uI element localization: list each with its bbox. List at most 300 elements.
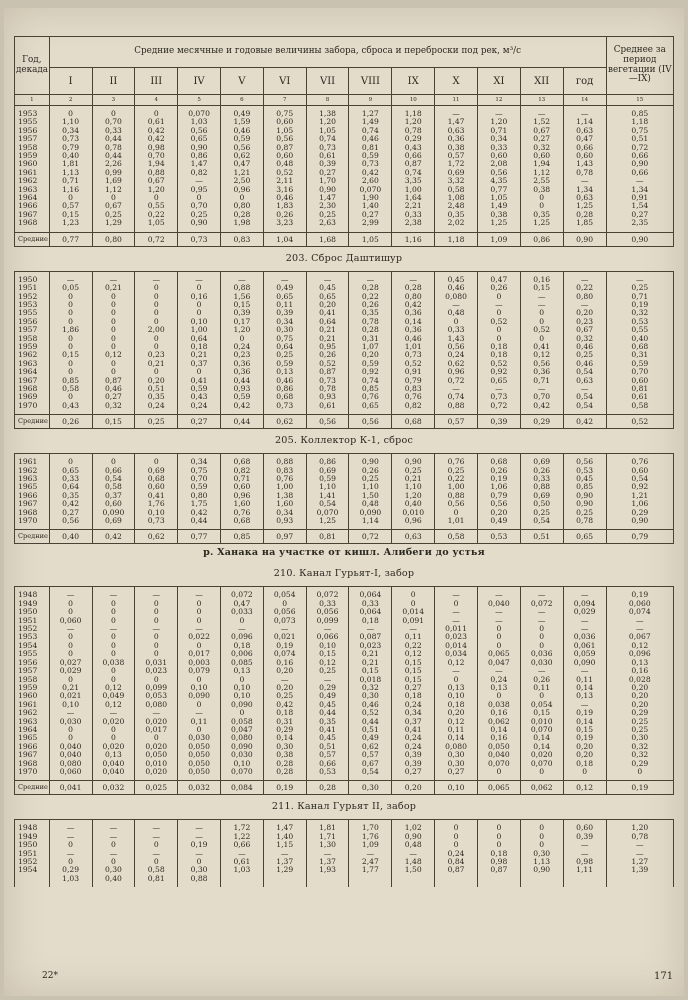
table-row [15,726,674,734]
value-cell: 0,56 [178,127,221,135]
value-cell: 0,93 [263,517,306,525]
value-cell: 0,67 [563,326,606,334]
value-cell: 0,15 [563,726,606,734]
year-cell: 1964 [15,726,50,734]
value-cell: 0,32 [606,309,673,317]
value-cell: — [392,625,435,633]
value-cell: 0,63 [563,377,606,385]
value-cell: 0 [135,858,178,866]
value-cell: 0 [49,633,92,641]
table-row [15,211,674,219]
average-value-cell: 0,42 [563,415,606,429]
value-cell: 0,73 [135,517,178,525]
value-cell: 0,24 [392,701,435,709]
value-cell: 0,86 [178,152,221,160]
year-cell: 1953 [15,110,50,118]
value-cell: 1,90 [349,194,392,202]
value-cell: 0,71 [606,293,673,301]
value-cell: 0 [520,335,563,343]
average-value-cell: 0,12 [563,781,606,795]
year-cell: 1951 [15,617,50,625]
average-value-cell: 0,56 [306,415,349,429]
value-cell: 0,19 [563,709,606,717]
section-title-row [15,795,674,820]
value-cell: 0,90 [563,492,606,500]
value-cell: — [49,591,92,599]
value-cell: 0,20 [263,667,306,675]
value-cell: 0 [92,318,135,326]
value-cell: 0,25 [349,475,392,483]
value-cell: 1,29 [92,219,135,227]
value-cell: 0,75 [606,127,673,135]
value-cell: 0,92 [477,368,520,376]
value-cell: 0,52 [263,169,306,177]
value-cell: 1,37 [306,858,349,866]
section-title-row [15,246,674,271]
value-cell: 0,46 [349,701,392,709]
value-cell: 0,73 [306,377,349,385]
value-cell: 0,46 [392,335,435,343]
month-header-cell: год [563,68,606,95]
value-cell: 2,08 [477,160,520,168]
value-cell: 0,25 [606,726,673,734]
value-cell: 0,81 [606,385,673,393]
value-cell: 0,44 [92,152,135,160]
value-cell: 0,018 [349,676,392,684]
table-row [15,335,674,343]
value-cell: 2,48 [435,202,478,210]
spacer-cell [392,883,435,887]
value-cell: 0 [135,194,178,202]
month-header-row [15,68,674,95]
value-cell: 0 [178,617,221,625]
year-column-header: Год, декада [15,37,50,95]
value-cell: 0 [435,600,478,608]
value-cell: 0,70 [178,202,221,210]
value-cell: 0,92 [349,368,392,376]
value-cell: 0 [477,692,520,700]
value-cell: 0 [92,642,135,650]
value-cell: 0,21 [49,684,92,692]
value-cell: 0,072 [220,591,263,599]
value-cell: 0,21 [392,475,435,483]
table-row [15,293,674,301]
value-cell: 1,39 [606,866,673,874]
value-cell: 0,60 [220,483,263,491]
value-cell: 0 [477,642,520,650]
value-cell: 0,76 [606,458,673,466]
value-cell: 0,27 [306,169,349,177]
table-row [15,169,674,177]
value-cell: 0,88 [263,458,306,466]
value-cell: 0,11 [435,726,478,734]
value-cell: 0,023 [135,667,178,675]
value-cell: 0 [49,110,92,118]
value-cell: — [135,833,178,841]
value-cell: 0,17 [220,318,263,326]
table-row [15,718,674,726]
column-number-cell: 11 [435,95,478,106]
value-cell: 0 [92,293,135,301]
value-cell: — [306,676,349,684]
table-row [15,351,674,359]
value-cell: 0,066 [306,633,349,641]
value-cell: 0 [392,591,435,599]
value-cell: 0 [520,824,563,832]
value-cell: 0,84 [435,858,478,866]
column-number-cell: 5 [178,95,221,106]
value-cell: 0,46 [563,360,606,368]
value-cell: 2,63 [306,219,349,227]
value-cell: 0,11 [178,718,221,726]
value-cell [349,875,392,883]
value-cell: 0,28 [220,211,263,219]
value-cell: 1,49 [349,118,392,126]
value-cell: 1,83 [263,202,306,210]
value-cell: 0,39 [220,309,263,317]
value-cell: — [92,625,135,633]
value-cell: 0,25 [306,211,349,219]
value-cell: 1,94 [135,160,178,168]
value-cell: 0,65 [477,377,520,385]
value-cell: 0,73 [49,135,92,143]
table-row [15,177,674,185]
value-cell: 0,20 [263,684,306,692]
value-cell: 0,38 [263,751,306,759]
value-cell: 0,41 [520,343,563,351]
value-cell: 0,16 [477,709,520,717]
value-cell: 2,55 [520,177,563,185]
value-cell: 0,25 [563,509,606,517]
value-cell: — [520,591,563,599]
section-title: р. Ханака на участке от кишл. Алибеги до устья [203,547,485,559]
value-cell: 0,003 [178,659,221,667]
value-cell: 0,88 [435,402,478,410]
value-cell: 1,23 [49,219,92,227]
value-cell: 1,40 [263,833,306,841]
value-cell: — [520,608,563,616]
value-cell: 0,83 [263,467,306,475]
value-cell: 0,39 [306,160,349,168]
value-cell: 0,74 [349,127,392,135]
value-cell: 1,18 [606,118,673,126]
value-cell: 0,22 [435,475,478,483]
value-cell: 0,33 [349,600,392,608]
value-cell: 1,49 [477,202,520,210]
section-title: 203. Сброс Даштишур [285,252,403,264]
value-cell: 0,52 [520,326,563,334]
average-value-cell: 0,90 [563,232,606,246]
value-cell: 0 [92,858,135,866]
average-value-cell: 0,56 [349,415,392,429]
value-cell: 0,15 [392,659,435,667]
value-cell: 0 [49,734,92,742]
average-value-cell: 1,09 [477,232,520,246]
value-cell: 0 [92,335,135,343]
year-cell: 1969 [15,393,50,401]
value-cell: 0,079 [178,667,221,675]
value-cell: 0,80 [178,492,221,500]
spacer-cell [306,883,349,887]
value-cell: 0 [520,841,563,849]
value-cell: 0,065 [477,650,520,658]
value-cell: 0,59 [606,360,673,368]
value-cell: 0,22 [563,284,606,292]
value-cell: 0,54 [520,517,563,525]
table-row [15,858,674,866]
value-cell: 0 [178,676,221,684]
value-cell: 0,48 [349,500,392,508]
column-number-cell: 2 [49,95,92,106]
value-cell: 0,67 [135,177,178,185]
average-value-cell: 0,062 [520,781,563,795]
value-cell: 0 [49,841,92,849]
value-cell: 0,80 [563,293,606,301]
value-cell: 0,90 [606,517,673,525]
value-cell: 0,27 [606,211,673,219]
value-cell: 0,54 [563,402,606,410]
value-cell: 0 [49,301,92,309]
value-cell: 0,69 [306,467,349,475]
value-cell: 0,76 [349,393,392,401]
value-cell: 0,90 [178,219,221,227]
main-column-header: Средние месячные и годовые величины забора, сброса и переброски под рек, м³/с [49,37,606,68]
value-cell: 0,25 [520,509,563,517]
value-cell: 0,51 [349,726,392,734]
value-cell: 0,62 [435,360,478,368]
value-cell: 0,35 [306,718,349,726]
value-cell: 0,78 [349,318,392,326]
table-row [15,625,674,633]
value-cell: 1,30 [306,841,349,849]
value-cell: 0,36 [392,309,435,317]
value-cell: 0,65 [178,135,221,143]
value-cell: 0,59 [178,483,221,491]
value-cell: 0,66 [563,144,606,152]
average-row [15,781,674,795]
value-cell: 0,18 [349,617,392,625]
value-cell: 0,27 [435,768,478,776]
value-cell: 1,70 [306,177,349,185]
value-cell: 2,99 [349,219,392,227]
year-cell: 1953 [15,301,50,309]
table-row [15,517,674,525]
value-cell: 1,50 [392,866,435,874]
value-cell: — [435,301,478,309]
value-cell: 1,06 [477,483,520,491]
average-value-cell: 0,29 [520,415,563,429]
value-cell: — [263,850,306,858]
value-cell: 0,16 [178,293,221,301]
table-row [15,127,674,135]
year-cell: 1966 [15,202,50,210]
value-cell: 0,34 [263,509,306,517]
value-cell: 1,20 [220,326,263,334]
value-cell: 0 [135,458,178,466]
value-cell: 1,00 [435,483,478,491]
month-header-cell: I [49,68,92,95]
year-cell: 1958 [15,676,50,684]
value-cell: 0,43 [49,402,92,410]
value-cell: 0,76 [435,458,478,466]
year-cell: 1952 [15,858,50,866]
column-number-cell: 3 [92,95,135,106]
value-cell: — [477,608,520,616]
value-cell: 0,14 [520,734,563,742]
value-cell: 0,53 [306,768,349,776]
value-cell: 0 [520,194,563,202]
value-cell: 0 [477,824,520,832]
value-cell: 0,41 [135,492,178,500]
value-cell: — [306,625,349,633]
value-cell: — [92,709,135,717]
value-cell: 0,027 [49,659,92,667]
value-cell: 0,25 [563,351,606,359]
value-cell: 0,45 [306,284,349,292]
column-number-cell: 15 [606,95,673,106]
average-value-cell: 0,26 [49,415,92,429]
value-cell: 1,12 [92,186,135,194]
value-cell: 0,58 [606,402,673,410]
average-row [15,415,674,429]
value-cell: 0,52 [349,709,392,717]
average-value-cell: 0,79 [606,530,673,544]
value-cell: — [135,276,178,284]
value-cell: 0,70 [92,118,135,126]
value-cell: 1,11 [563,866,606,874]
year-cell: 1962 [15,351,50,359]
value-cell: 1,86 [49,326,92,334]
value-cell: — [606,850,673,858]
value-cell: 0,74 [349,377,392,385]
value-cell: 2,11 [263,177,306,185]
value-cell: 0 [477,633,520,641]
value-cell: 0,76 [220,509,263,517]
month-header-cell: III [135,68,178,95]
table-row [15,483,674,491]
value-cell: 1,25 [477,219,520,227]
value-cell: 0,22 [392,642,435,650]
value-cell: 0,080 [49,760,92,768]
table-row [15,276,674,284]
value-cell: 0,33 [392,211,435,219]
value-cell: — [135,850,178,858]
value-cell: — [563,617,606,625]
value-cell: 0,25 [392,467,435,475]
value-cell: 0 [178,309,221,317]
value-cell: 0,24 [477,676,520,684]
value-cell: 1,05 [306,127,349,135]
average-row [15,232,674,246]
spacer-cell [606,883,673,887]
table-row [15,475,674,483]
value-cell: 0,75 [178,467,221,475]
value-cell: 0,020 [135,718,178,726]
average-label: Средние [15,415,50,429]
value-cell: 0,12 [92,701,135,709]
year-cell: 1964 [15,368,50,376]
year-cell: 1962 [15,467,50,475]
value-cell: 1,01 [392,343,435,351]
value-cell: 0,33 [92,127,135,135]
value-cell: 1,14 [349,517,392,525]
table-row [15,360,674,368]
value-cell: 0 [135,343,178,351]
year-cell: 1952 [15,293,50,301]
average-value-cell: 0,10 [435,781,478,795]
year-cell: 1963 [15,475,50,483]
month-header-cell: IX [392,68,435,95]
value-cell: 0,43 [178,393,221,401]
year-cell: 1956 [15,659,50,667]
value-cell: 2,47 [349,858,392,866]
value-cell: 0,14 [392,318,435,326]
value-cell: 0,56 [435,500,478,508]
table-row [15,135,674,143]
value-cell: 0,30 [520,850,563,858]
value-cell: 0,56 [263,135,306,143]
value-cell: 0,33 [49,475,92,483]
value-cell: 0,10 [435,692,478,700]
value-cell: 1,20 [477,118,520,126]
value-cell: 0,20 [606,701,673,709]
value-cell: 0,28 [392,284,435,292]
value-cell: 0,34 [392,709,435,717]
value-cell: 1,00 [178,326,221,334]
value-cell: 0,85 [349,385,392,393]
year-cell: 1970 [15,402,50,410]
value-cell: 0,61 [306,402,349,410]
value-cell: 0,93 [220,385,263,393]
value-cell: 0,28 [263,760,306,768]
value-cell: 1,00 [263,483,306,491]
value-cell: 0,070 [178,110,221,118]
value-cell: 0,29 [306,684,349,692]
table-row [15,743,674,751]
value-cell: — [178,709,221,717]
value-cell: 0,10 [306,642,349,650]
table-row [15,309,674,317]
value-cell: 0,23 [220,351,263,359]
value-cell: 0 [135,335,178,343]
value-cell: 0,62 [220,152,263,160]
value-cell: 0,023 [349,642,392,650]
value-cell: 0,69 [92,517,135,525]
year-cell: 1949 [15,833,50,841]
average-label: Средние [15,781,50,795]
value-cell: 0,12 [92,684,135,692]
value-cell: 0,57 [349,751,392,759]
value-cell: 0 [520,642,563,650]
value-cell: 0,35 [49,492,92,500]
value-cell: 0,45 [306,701,349,709]
value-cell: 0,29 [263,726,306,734]
value-cell: 0 [92,617,135,625]
value-cell: — [178,824,221,832]
value-cell: 0,070 [349,186,392,194]
value-cell: — [92,591,135,599]
value-cell: 0 [92,360,135,368]
value-cell: 1,48 [392,858,435,866]
book-page [4,8,684,996]
year-cell: 1954 [15,866,50,874]
value-cell: — [435,667,478,675]
value-cell: 0 [435,824,478,832]
average-value-cell: 0,68 [392,415,435,429]
spacer-cell [349,883,392,887]
value-cell: 0,88 [220,284,263,292]
table-row [15,492,674,500]
